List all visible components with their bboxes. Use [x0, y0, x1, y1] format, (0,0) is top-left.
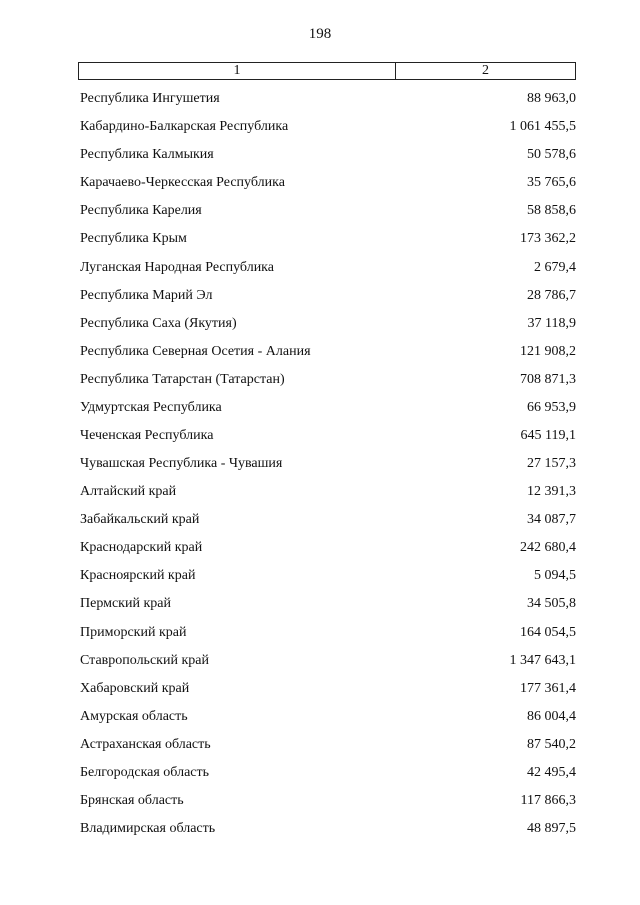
table-row: [80, 197, 576, 225]
table-row: [80, 759, 576, 787]
table-row: [80, 366, 576, 394]
table-row: [80, 113, 576, 141]
region-name: Краснодарский край: [80, 540, 203, 556]
region-value: 34 087,7: [527, 512, 576, 528]
region-list: [80, 85, 576, 843]
region-value: 27 157,3: [527, 456, 576, 472]
region-value: 28 786,7: [527, 287, 576, 303]
region-name: Приморский край: [80, 624, 187, 640]
region-value: 1 061 455,5: [509, 119, 576, 135]
region-name: Республика Крым: [80, 231, 187, 247]
region-name: Астраханская область: [80, 736, 211, 752]
region-value: 50 578,6: [527, 147, 576, 163]
region-name: Республика Калмыкия: [80, 147, 214, 163]
region-value: 5 094,5: [534, 568, 576, 584]
region-value: 35 765,6: [527, 175, 576, 191]
table-row: [80, 253, 576, 281]
region-value: 2 679,4: [534, 259, 576, 275]
table-row: [80, 703, 576, 731]
region-name: Амурская область: [80, 708, 188, 724]
table-row: [80, 647, 576, 675]
region-value: 645 119,1: [520, 427, 576, 443]
region-value: 37 118,9: [527, 315, 576, 331]
table-row: [80, 478, 576, 506]
table-row: [80, 590, 576, 618]
region-value: 66 953,9: [527, 399, 576, 415]
region-name: Республика Карелия: [80, 203, 202, 219]
region-name: Брянская область: [80, 792, 184, 808]
table-row: [80, 394, 576, 422]
column-header-1: 1: [79, 63, 396, 80]
region-name: Республика Марий Эл: [80, 287, 213, 303]
region-name: Республика Саха (Якутия): [80, 315, 237, 331]
region-value: 34 505,8: [527, 596, 576, 612]
region-name: Красноярский край: [80, 568, 196, 584]
table-row: [80, 675, 576, 703]
region-value: 58 858,6: [527, 203, 576, 219]
table-row: [80, 731, 576, 759]
table-row: [80, 169, 576, 197]
region-name: Карачаево-Черкесская Республика: [80, 175, 285, 191]
region-value: 42 495,4: [527, 764, 576, 780]
region-value: 242 680,4: [520, 540, 576, 556]
region-value: 12 391,3: [527, 484, 576, 500]
table-row: [80, 618, 576, 646]
region-value: 177 361,4: [520, 680, 576, 696]
region-value: 1 347 643,1: [509, 652, 576, 668]
table-row: [80, 225, 576, 253]
region-value: 86 004,4: [527, 708, 576, 724]
table-row: [80, 506, 576, 534]
region-name: Пермский край: [80, 596, 171, 612]
table-row: [80, 787, 576, 815]
column-header-table: [78, 62, 576, 80]
region-value: 708 871,3: [520, 371, 576, 387]
region-name: Хабаровский край: [80, 680, 190, 696]
region-value: 117 866,3: [520, 792, 576, 808]
region-value: 164 054,5: [520, 624, 576, 640]
table-row: [80, 450, 576, 478]
table-row: [80, 310, 576, 338]
region-name: Республика Татарстан (Татарстан): [80, 371, 285, 387]
region-name: Республика Северная Осетия - Алания: [80, 343, 311, 359]
table-row: [80, 141, 576, 169]
table-row: [80, 562, 576, 590]
region-name: Ставропольский край: [80, 652, 209, 668]
region-name: Чеченская Республика: [80, 427, 214, 443]
table-row: [80, 85, 576, 113]
table-row: [80, 282, 576, 310]
region-name: Удмуртская Республика: [80, 399, 222, 415]
region-value: 173 362,2: [520, 231, 576, 247]
region-name: Белгородская область: [80, 764, 210, 780]
column-header-row: [79, 63, 576, 80]
region-name: Луганская Народная Республика: [80, 259, 274, 275]
region-value: 48 897,5: [527, 821, 576, 837]
table-row: [80, 815, 576, 843]
region-value: 87 540,2: [527, 736, 576, 752]
region-name: Чувашская Республика - Чувашия: [80, 456, 283, 472]
region-name: Кабардино-Балкарская Республика: [80, 119, 289, 135]
region-name: Владимирская область: [80, 821, 216, 837]
region-name: Алтайский край: [80, 484, 177, 500]
page-number: 198: [308, 26, 332, 42]
table-row: [80, 338, 576, 366]
region-name: Республика Ингушетия: [80, 91, 220, 107]
region-name: Забайкальский край: [80, 512, 200, 528]
table-row: [80, 422, 576, 450]
region-value: 121 908,2: [520, 343, 576, 359]
table-row: [80, 534, 576, 562]
column-header-2: 2: [396, 63, 576, 80]
region-value: 88 963,0: [527, 91, 576, 107]
